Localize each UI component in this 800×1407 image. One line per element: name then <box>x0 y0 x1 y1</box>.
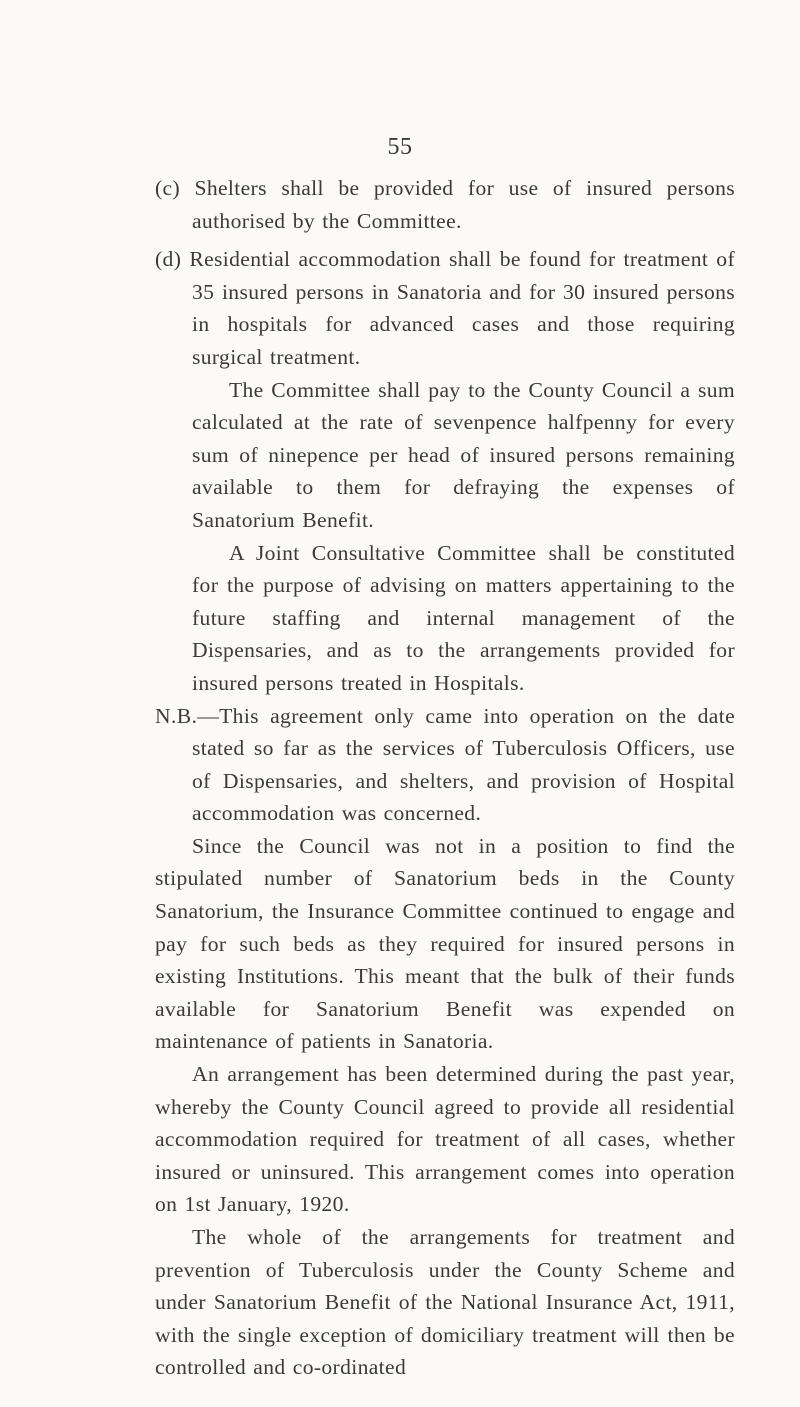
paragraph-arrangement: An arrangement has been determined during the past year, whereby the County Council agreed to provide all residential accommodation required for treatment of all cases, whether insured or uninsured. This arrangement comes into operation on 1st January, 1920. <box>155 1062 735 1217</box>
paragraph-council-position: Since the Council was not in a position to find the stipulated number of Sanatorium beds in the County Sanatorium, the Insurance Committee continued to engage and pay for such beds as they required for insured persons in existing Institutions. This meant that the bulk of their funds available for Sanatorium Benefit was expended on maintenance of patients in Sanatoria. <box>155 833 735 1054</box>
document-body <box>155 172 735 1384</box>
paragraph-c: (c) Shelters shall be provided for use of insured persons authorised by the Committee. <box>155 176 735 233</box>
paragraph-payment: The Committee shall pay to the County Council a sum calculated at the rate of sevenpence halfpenny for every sum of ninepence per head of insured persons remaining available to them for defraying the expenses of Sanatorium Benefit. <box>192 377 735 532</box>
paragraph-d: (d) Residential accommodation shall be found for treatment of 35 insured persons in Sanatoria and for 30 insured persons in hospitals for advanced cases and those requiring surgical treatment. <box>155 247 735 369</box>
paragraph-whole: The whole of the arrangements for treatment and prevention of Tuberculosis under the County Scheme and under Sanatorium Benefit of the National Insurance Act, 1911, with the single exception of domiciliary treatment will then be controlled and co-ordinated <box>155 1225 735 1380</box>
paragraph-joint-committee: A Joint Consultative Committee shall be constituted for the purpose of advising on matters appertaining to the future staffing and internal management of the Dispensaries, and as to the arrangements provided for insured persons treated in Hospitals. <box>192 540 735 695</box>
paragraph-nb: N.B.—This agreement only came into operation on the date stated so far as the services of Tuberculosis Officers, use of Dispensaries, and shelters, and provision of Hospital accommodation was concerned. <box>155 703 735 826</box>
page-number: 55 <box>387 134 413 160</box>
